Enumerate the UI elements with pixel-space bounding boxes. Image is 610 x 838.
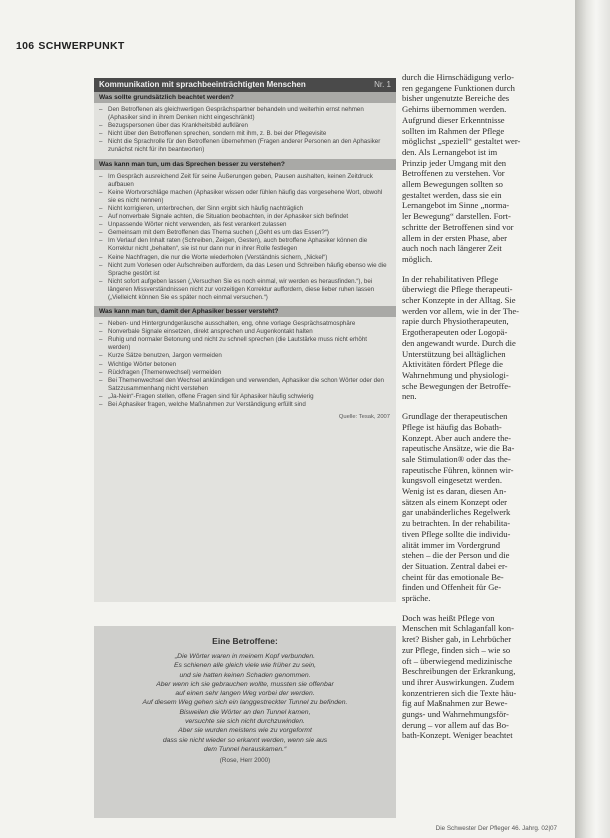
text-line: den. Als Lernangebot ist im <box>402 146 498 157</box>
list-item: – Nicht korrigieren, unterbrechen, der Sinn ergibt sich häufig nachträglich <box>99 205 391 213</box>
list-item: – Rückfragen (Themenwechsel) vermeiden <box>99 369 391 377</box>
quote-line: Aber wenn ich sie gebrauchen wollte, mussten sie offenbar <box>156 680 334 688</box>
text-line: Prinzip jeder Umgang mit den <box>402 157 507 168</box>
text-line: rapeutische Führen, können wir- <box>402 464 514 475</box>
section-list <box>94 170 396 307</box>
text-line: rapeutische Ansätze, wie die Ba- <box>402 443 515 454</box>
text-line: Grundlage der therapeutischen <box>402 411 508 422</box>
text-line: allem in der ersten Phase, aber <box>402 232 507 243</box>
info-box <box>94 78 396 602</box>
text-line: auch noch nach längerer Zeit <box>402 243 502 254</box>
quote-line: Es schienen alle gleich viele wie früher zu sein, <box>173 662 317 670</box>
list-item: – Bei Themenwechsel den Wechsel ankündigen und verwenden, Aphasiker die schon Wörter oder den Satzzusammenhang nicht verstehen <box>99 377 391 393</box>
text-line: Wenig ist es daran, diesen An- <box>402 486 507 497</box>
body-paragraph <box>402 274 568 402</box>
list-item: – Nicht zum Vorlesen oder Aufschreiben auffordern, da das Lesen und Schreiben häufig ebenso wie die Sprache gestört ist <box>99 262 391 278</box>
info-box-title <box>94 78 396 92</box>
text-line: ler Bewegung“ darstellen. Fort- <box>402 211 511 222</box>
text-line: rapie durch Physiotherapeuten, <box>402 316 509 327</box>
text-line: oft – überwiegend medizinische <box>402 655 513 666</box>
section-list <box>94 317 396 413</box>
body-paragraph <box>402 411 568 604</box>
text-line: zur Pflege, finden sich – wie so <box>402 644 511 655</box>
list-item: – Nonverbale Signale einsetzen, direkt ansprechen und Augenkontakt halten <box>99 328 391 336</box>
list-item: – Bezugspersonen über das Krankheitsbild aufklären <box>99 122 391 130</box>
text-line: nen. <box>402 391 417 402</box>
text-line: sätzen als einem Konzept oder <box>402 496 507 507</box>
page-footer: Die Schwester Der Pfleger 46. Jahrg. 02|07 <box>435 825 557 832</box>
running-head <box>16 40 125 52</box>
text-line: Konzept. Aber auch andere the- <box>402 432 512 443</box>
text-line: sale Stimulation® oder das the- <box>402 453 511 464</box>
quote-line: „Die Wörter waren in meinem Kopf verbunden. <box>174 653 316 660</box>
text-line: Menschen mit Schlaganfall kon- <box>402 623 514 634</box>
quote-line: dem Tunnel herauskamen.“ <box>203 745 287 753</box>
info-box-tag: Nr. 1 <box>374 80 391 89</box>
list-item: – Nicht über den Betroffenen sprechen, sondern mit ihm, z. B. bei der Pflegevisite <box>99 130 391 138</box>
text-line: tiven Pflege sollte die individu- <box>402 528 511 539</box>
list-item: – Im Verlauf den Inhalt raten (Schreiben, Zeigen, Gesten), auch betroffene Aphasiker können die Korrektur nicht „behalten“, sie ist nur dann nur in ihrer Rolle festlegen <box>99 237 391 253</box>
text-line: und ihrer Auswirkungen. Zudem <box>402 676 515 687</box>
text-line: sollten im Rahmen der Pflege <box>402 125 505 136</box>
text-line: werden vor allem, wie in der The- <box>402 305 520 316</box>
text-line: gar unabänderliches Regelwerk <box>402 507 511 518</box>
source-citation: Quelle: Tesak, 2007 <box>338 414 390 421</box>
text-line: derung – vor allem auf das Bo- <box>402 719 509 730</box>
text-line: Gehirns übernommen werden. <box>402 104 507 115</box>
text-line: Aktivitäten fördert Pflege die <box>402 359 503 370</box>
text-line: bath-Konzept. Weniger beachtet <box>402 730 513 741</box>
text-line: möglichst „speziell“ gestaltet wer- <box>402 136 521 147</box>
text-line: In der rehabilitativen Pflege <box>402 273 499 284</box>
quote-title: Eine Betroffene: <box>212 636 278 646</box>
text-line: finden und Offenheit für Ge- <box>402 582 502 593</box>
text-line: Unterstützung bei alltäglichen <box>402 348 506 359</box>
list-item: – Ruhig und normaler Betonung und nicht zu schnell sprechen (die Lautstärke muss nicht erhöht werden) <box>99 336 391 352</box>
text-line: überwiegt die Pflege therapeuti- <box>402 284 513 295</box>
quote-line: versuchte sie sich nicht durchzuwinden. <box>185 718 305 726</box>
section-heading: Was kann man tun, damit der Aphasiker besser versteht? <box>94 306 396 317</box>
text-line: gestaltet werden, dass sie ein <box>402 189 502 200</box>
text-line: alität immer im Vordergrund <box>402 539 501 550</box>
text-line: Lernangebot im Sinne „norma- <box>402 200 510 211</box>
text-line: sche Bewegungen der Betroffe- <box>402 380 511 391</box>
info-box-title-text: Kommunikation mit sprachbeeinträchtigten Menschen <box>99 80 306 89</box>
text-line: stehen – die der Person und die <box>402 550 510 561</box>
list-item: – Keine Nachfragen, die nur die Worte wiederholen (Verständnis sichern, „Nickel“) <box>99 254 391 262</box>
list-item: – Im Gespräch ausreichend Zeit für seine Äußerungen geben, Pausen aushalten, keinen Zeitdruck aufbauen <box>99 173 391 189</box>
text-line: Aufgrund dieser Erkenntnisse <box>402 114 505 125</box>
text-line: spräche. <box>402 593 431 604</box>
text-line: gungs- und Wahrnehmungsför- <box>402 709 509 720</box>
list-item: – Unpassende Wörter nicht verwenden, als fest verankert zulassen <box>99 221 391 229</box>
text-line: Pflege ist häufig das Bobath- <box>402 421 502 432</box>
quote-text <box>94 652 396 754</box>
page-number: 106 <box>16 40 35 52</box>
quote-line: Auf diesem Weg gehen sich ein langgestreckter Tunnel zu befinden. <box>142 699 348 707</box>
section-heading: Was kann man tun, um das Sprechen besser zu verstehen? <box>94 159 396 170</box>
text-line: der Situation. Zentral dabei er- <box>402 560 508 571</box>
text-line: fig auf Maßnahmen zur Bewe- <box>402 698 508 709</box>
list-item: – Gemeinsam mit dem Betroffenen das Thema suchen („Geht es um das Essen?“) <box>99 229 391 237</box>
section-list <box>94 103 396 159</box>
section-heading: Was sollte grundsätzlich beachtet werden? <box>94 92 396 103</box>
list-item: – Wichtige Wörter betonen <box>99 361 391 369</box>
text-line: konzentrieren sich die Texte häu- <box>402 687 517 698</box>
list-item: – Keine Wortvorschläge machen (Aphasiker wissen oder fühlen häufig das vorgesehene Wort, obwohl sie es nicht nennen) <box>99 189 391 205</box>
quote-line: und sie hatten keinen Schaden genommen. <box>179 671 311 679</box>
body-text-column <box>402 72 568 750</box>
list-item: – Den Betroffenen als gleichwertigen Gesprächspartner behandeln und weiterhin ernst nehmen (Aphasiker sind in ihrem Denken nicht eingeschränkt) <box>99 106 391 122</box>
text-line: den angewandt wurde. Durch die <box>402 337 516 348</box>
text-line: scher Konzepte in der Alltag. Sie <box>402 295 516 306</box>
quote-line: Bisweilen die Wörter an den Tunnel kamen, <box>179 708 311 716</box>
text-line: Ergotherapeuten oder Logopä- <box>402 327 508 338</box>
text-line: schritte der Betroffenen sind vor <box>402 221 514 232</box>
list-item: – Neben- und Hintergrundgeräusche ausschalten, eng, ohne vorlage Gesprächsatmosphäre <box>99 320 391 328</box>
list-item: – Bei Aphasiker fragen, welche Maßnahmen zur Verständigung erfüllt sind <box>99 401 391 409</box>
section-title: SCHWERPUNKT <box>38 40 125 52</box>
text-line: Doch was heißt Pflege von <box>402 612 495 623</box>
text-line: zu betrachten. In der rehabilita- <box>402 518 511 529</box>
text-line: ren gegangene Funktionen durch <box>402 82 515 93</box>
text-line: cheint für das emotionale Be- <box>402 571 504 582</box>
list-item: – „Ja-Nein“-Fragen stellen, offene Fragen sind für Aphasiker häufig schwierig <box>99 393 391 401</box>
book-spine <box>575 0 610 838</box>
text-line: durch die Hirnschädigung verlo- <box>402 72 514 82</box>
body-paragraph <box>402 72 568 265</box>
text-line: Beschreibungen der Erkrankung, <box>402 666 516 677</box>
body-paragraph <box>402 613 568 741</box>
text-line: kungsvoll eingesetzt werden. <box>402 475 502 486</box>
quote-line: dass sie nicht wieder so erkannt werden, wenn sie aus <box>162 736 328 744</box>
text-line: kret? Bisher gab, in Lehrbücher <box>402 634 512 645</box>
quote-line: Aber sie wurden meistens wie zu vorgeformt <box>178 727 312 735</box>
quote-box <box>94 626 396 818</box>
text-line: allem Bewegungen sollten so <box>402 179 503 190</box>
quote-line: auf einen sehr langen Weg vorbei der werden. <box>175 690 315 698</box>
list-item: – Kurze Sätze benutzen, Jargon vermeiden <box>99 352 391 360</box>
text-line: möglich. <box>402 253 433 264</box>
list-item: – Nicht sofort aufgeben lassen („Versuchen Sie es noch einmal, wir werden es herausfinden.“), bei längeren Missverständnissen nicht zur vorzeitigen Korrektur auffordern, diese lieber ruhen lassen („Vielleicht können Sie es später noch einmal versuchen.“) <box>99 278 391 302</box>
text-line: bisher ungenutzte Bereiche des <box>402 93 510 104</box>
text-line: Wahrnehmung und physiologi- <box>402 369 509 380</box>
text-line: Betroffenen zu verstehen. Vor <box>402 168 505 179</box>
quote-author: (Rose, Herr 2000) <box>219 757 271 765</box>
list-item: – Nicht die Sprachrolle für den Betroffenen übernehmen (Fragen anderer Personen an den Aphasiker zunächst nicht für ihn beantworten) <box>99 138 391 154</box>
list-item: – Auf nonverbale Signale achten, die Situation beobachten, in der Aphasiker sich befindet <box>99 213 391 221</box>
